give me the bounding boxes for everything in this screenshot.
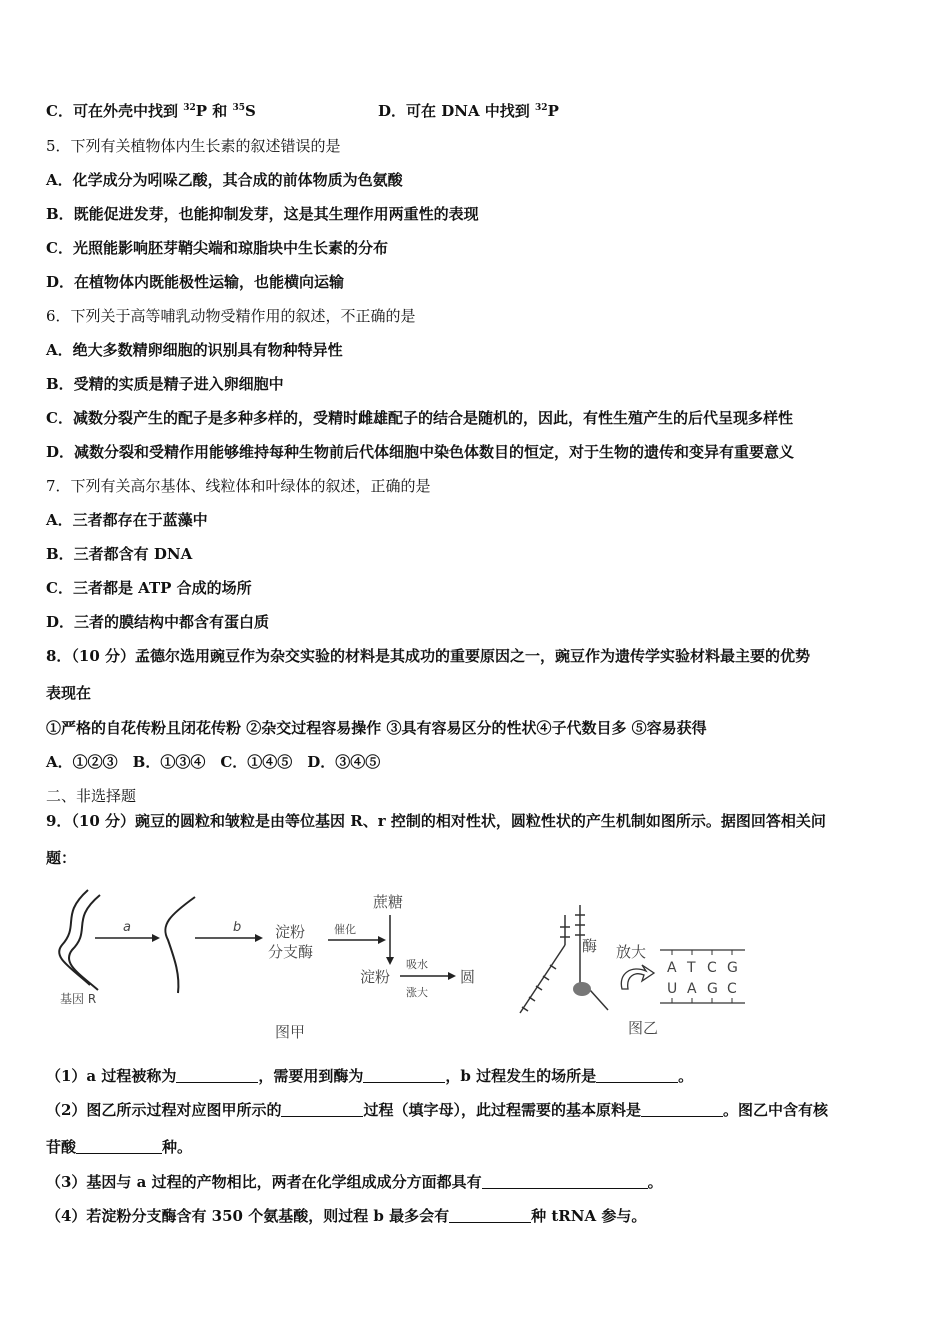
base-bottom-2: A — [687, 981, 697, 997]
q5-option-c: C．光照能影响胚芽鞘尖端和琼脂块中生长素的分布 — [46, 239, 388, 257]
q9-sub2-line1: （2）图乙所示过程对应图甲所示的 过程（填字母），此过程需要的基本原料是 。图乙中含有核 — [46, 1101, 828, 1119]
caption-jia: 图甲 — [275, 1023, 306, 1041]
q6-option-c: C．减数分裂产生的配子是多种多样的，受精时雌雄配子的结合是随机的，因此，有性生殖产生的后代呈现多样性 — [46, 409, 793, 427]
q5-option-d: D．在植物体内既能极性运输，也能横向运输 — [46, 273, 345, 291]
q7-stem: 7．下列有关高尔基体、线粒体和叶绿体的叙述，正确的是 — [46, 477, 431, 495]
base-top-2: T — [687, 960, 696, 976]
q6-option-b: B．受精的实质是精子进入卵细胞中 — [46, 375, 284, 393]
q7-option-b: B．三者都含有 DNA — [46, 545, 193, 563]
q4-option-d: D．可在 DNA 中找到 $^{32}$P — [378, 102, 559, 120]
translation-diagram — [520, 905, 608, 1013]
q8-stem-line2: 表现在 — [46, 684, 92, 702]
enzyme-label: 酶 — [582, 937, 598, 955]
q8-stem-line1: 8．（10 分）孟德尔选用豌豆作为杂交实验的材料是其成功的重要原因之一，豌豆作为遗传学实验材料最主要的优势 — [46, 647, 811, 665]
arrow-a-head — [152, 934, 160, 942]
caption-yi: 图乙 — [628, 1019, 659, 1037]
catalyze-arrow-head — [378, 936, 386, 944]
q6-option-d: D．减数分裂和受精作用能够维持每种生物前后代体细胞中染色体数目的恒定，对于生物的遗传和变异有重要意义 — [46, 443, 795, 461]
base-bottom-1: U — [667, 981, 678, 997]
answer-blank[interactable] — [482, 1174, 648, 1189]
q9-sub2-line2: 苷酸 种。 — [46, 1138, 193, 1156]
answer-blank[interactable] — [281, 1102, 363, 1117]
sucrose-arrow-head — [386, 957, 394, 965]
base-bottom-4: C — [727, 981, 737, 997]
q9-stem-line2: 题： — [46, 849, 77, 867]
q7-option-d: D．三者的膜结构中都含有蛋白质 — [46, 613, 270, 631]
q5-stem: 5．下列有关植物体内生长素的叙述错误的是 — [46, 137, 341, 155]
round-label: 圆 — [460, 968, 476, 986]
enzyme-blob — [573, 982, 591, 996]
magnify-label: 放大 — [616, 943, 647, 961]
label-a: a — [123, 920, 131, 935]
gene-label: 基因 R — [60, 992, 97, 1006]
gene-r-strand — [59, 890, 100, 990]
q7-option-c: C．三者都是 ATP 合成的场所 — [46, 579, 252, 597]
answer-blank[interactable] — [596, 1068, 678, 1083]
q9-figure — [50, 885, 750, 1045]
q8-items: ①严格的自花传粉且闭花传粉 ②杂交过程容易操作 ③具有容易区分的性状④子代数目多 ⑤容易获得 — [46, 719, 707, 737]
q5-option-b: B．既能促进发芽，也能抑制发芽，这是其生理作用两重性的表现 — [46, 205, 479, 223]
base-top-1: A — [667, 960, 677, 976]
swell-label: 涨大 — [406, 986, 428, 999]
answer-blank[interactable] — [76, 1139, 162, 1154]
base-top-3: C — [707, 960, 717, 976]
arrow-b-head — [255, 934, 263, 942]
mrna-strand — [165, 897, 195, 993]
label-b: b — [233, 920, 242, 935]
answer-blank[interactable] — [449, 1208, 531, 1223]
sucrose-label: 蔗糖 — [373, 893, 404, 911]
absorb-label: 吸水 — [406, 958, 428, 971]
q6-option-a: A．绝大多数精卵细胞的识别具有物种特异性 — [46, 341, 343, 359]
starch-label: 淀粉 — [360, 968, 391, 986]
section-heading: 二、非选择题 — [46, 787, 137, 805]
q6-stem: 6．下列关于高等哺乳动物受精作用的叙述，不正确的是 — [46, 307, 416, 325]
absorb-arrow-head — [448, 972, 456, 980]
base-ticks — [672, 950, 732, 1003]
q9-sub3: （3）基因与 a 过程的产物相比，两者在化学组成成分方面都具有 。 — [46, 1173, 663, 1191]
magnify-arrow — [621, 965, 654, 989]
q5-option-a: A．化学成分为吲哚乙酸，其合成的前体物质为色氨酸 — [46, 171, 403, 189]
base-bottom-3: G — [707, 981, 718, 997]
q9-stem-line1: 9．（10 分）豌豆的圆粒和皱粒是由等位基因 R、r 控制的相对性状，圆粒性状的产生机制如图所示。据图回答相关问 — [46, 812, 826, 830]
q8-choices: A．①②③ B．①③④ C．①④⑤ D．③④⑤ — [46, 753, 381, 771]
enzyme-label-1: 淀粉 — [275, 923, 306, 941]
q9-sub1: （1）a 过程被称为 ，需要用到酶为 ，b 过程发生的场所是 。 — [46, 1067, 694, 1085]
answer-blank[interactable] — [363, 1068, 445, 1083]
answer-blank[interactable] — [641, 1102, 723, 1117]
q9-sub4: （4）若淀粉分支酶含有 350 个氨基酸，则过程 b 最多会有 种 tRNA 参与。 — [46, 1207, 647, 1225]
enzyme-label-2: 分支酶 — [268, 943, 314, 961]
catalyze-label: 催化 — [334, 923, 356, 936]
q7-option-a: A．三者都存在于蓝藻中 — [46, 511, 208, 529]
q4-option-c: C．可在外壳中找到 $^{32}$P 和 $^{35}$S — [46, 102, 256, 120]
answer-blank[interactable] — [176, 1068, 258, 1083]
base-top-4: G — [727, 960, 738, 976]
